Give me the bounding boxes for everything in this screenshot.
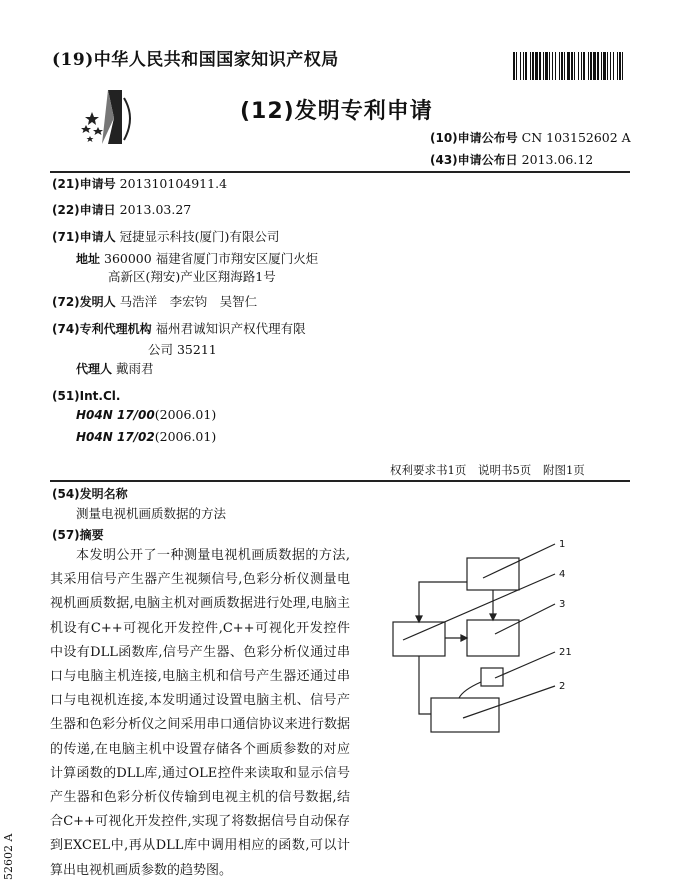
link-host-base: [419, 656, 431, 714]
barcode-bar: [597, 52, 599, 80]
barcode-bar: [593, 52, 596, 80]
section-divider: [50, 480, 630, 482]
barcode-bar: [539, 52, 541, 80]
barcode-bar: [543, 52, 544, 80]
ipc-class-2: [76, 426, 216, 448]
office-name: (19)中华人民共和国国家知识产权局: [52, 50, 339, 70]
barcode-bar: [523, 52, 524, 80]
address-label: 地址: [76, 252, 101, 266]
barcode-bar: [590, 52, 592, 80]
application-number: [52, 173, 227, 195]
barcode-bar: [607, 52, 608, 80]
page-counts: 权利要求书1页 说明书5页 附图1页: [390, 463, 585, 477]
barcode-bar: [571, 52, 573, 80]
barcode-bar: [564, 52, 565, 80]
figure-label: 2: [559, 681, 566, 692]
barcode-bar: [601, 52, 602, 80]
publication-date-value: 2013.06.12: [521, 152, 594, 167]
barcode-bar: [513, 52, 515, 80]
barcode-bar: [535, 52, 538, 80]
agency-line-2: 公司 35211: [148, 342, 217, 357]
barcode-icon: [513, 52, 625, 80]
application-date-value: 2013.03.27: [119, 202, 192, 217]
barcode-bar: [516, 52, 517, 80]
agency-line-1: 福州君诚知识产权代理有限: [155, 321, 306, 336]
barcode-bar: [603, 52, 606, 80]
inventors-label: (72)发明人: [52, 295, 116, 309]
agency: [52, 318, 306, 340]
address-line-2: 高新区(翔安)产业区翔海路1号: [108, 269, 276, 284]
ipc-class-1: [76, 404, 216, 426]
link-generator-host: [419, 582, 467, 620]
abstract-text: 本发明公开了一种测量电视机画质数据的方法,其采用信号产生器产生视频信号,色彩分析仪测量电视机画质数据,电脑主机对画质数据进行处理,电脑主机设有C++可视化开发控件,C++可视化开发控件中设有DLL函数库,信号产生器、色彩分析仪通过串口与电脑主机连接,电脑主机和信号产生器还通过串口与电视机连接,本发明通过设置电脑主机、信号产生器和色彩分析仪之间采用串口通信协议来进行数据的传递,在电脑主机中设置存储各个画质参数的对应计算函数的DLL库,通过OLE控件来读取和显示信号产生器和色彩分析仪传输到电视主机的信号数据,结合C++可视化开发控件,实现了将数据信号自动保存到EXCEL中,再从DLL库中调用相应的函数,可以计算出电视机画质参数的趋势图。: [50, 548, 350, 878]
signal-generator-box: [467, 558, 519, 590]
publication-number: [430, 129, 631, 146]
barcode-bar: [613, 52, 614, 80]
figure-label: 21: [559, 647, 572, 658]
agent-label: 代理人: [76, 362, 113, 376]
application-date: [52, 199, 191, 221]
applicant-value: 冠捷显示科技(厦门)有限公司: [119, 229, 280, 244]
application-date-label: (22)申请日: [52, 203, 116, 217]
publication-date: [430, 151, 593, 168]
barcode-bar: [552, 52, 553, 80]
barcode-bar: [622, 52, 623, 80]
system-diagram: [383, 530, 603, 770]
barcode-bar: [619, 52, 621, 80]
figure-label: 3: [559, 599, 566, 610]
barcode-bar: [520, 52, 521, 80]
inventors: [52, 291, 257, 313]
publication-date-label: (43)申请公布日: [430, 153, 518, 167]
figure-label: 1: [559, 539, 566, 550]
barcode-bar: [583, 52, 585, 80]
application-number-value: 201310104911.4: [119, 176, 228, 191]
abstract-label: (57)摘要: [52, 528, 104, 542]
color-analyzer-base-box: [431, 698, 499, 732]
barcode-bar: [617, 52, 618, 80]
agent-value: 戴雨君: [116, 361, 154, 376]
barcode-bar: [588, 52, 589, 80]
applicant-label: (71)申请人: [52, 230, 116, 244]
agency-label: (74)专利代理机构: [52, 322, 152, 336]
address-line-1: 360000 福建省厦门市翔安区厦门火炬: [104, 251, 319, 266]
barcode-bar: [532, 52, 534, 80]
document-type-title: (12)发明专利申请: [240, 99, 433, 124]
barcode-bar: [530, 52, 531, 80]
ipc-code: H04N 17/00: [76, 408, 155, 422]
barcode-bar: [578, 52, 579, 80]
barcode-bar: [525, 52, 527, 80]
cnipa-logo-icon: [78, 88, 140, 146]
applicant: [52, 226, 279, 248]
figure-label: 4: [559, 569, 566, 580]
agent: [76, 358, 154, 380]
title-label: (54)发明名称: [52, 487, 128, 501]
inventors-value: 马浩洋 李宏钧 吴智仁: [119, 294, 258, 309]
barcode-bar: [581, 52, 582, 80]
barcode-bar: [559, 52, 560, 80]
publication-number-label: (10)申请公布号: [430, 131, 518, 145]
computer-host-box: [393, 622, 445, 656]
barcode-bar: [610, 52, 611, 80]
ipc-version: (2006.01): [154, 407, 217, 422]
barcode-bar: [555, 52, 556, 80]
application-number-label: (21)申请号: [52, 177, 116, 191]
color-analyzer-box: [481, 668, 503, 686]
barcode-bar: [545, 52, 548, 80]
barcode-bar: [561, 52, 563, 80]
ipc-code: H04N 17/02: [76, 430, 155, 444]
side-publication-number: 52602 A: [2, 833, 15, 880]
barcode-bar: [567, 52, 570, 80]
barcode-bar: [549, 52, 550, 80]
ipc-version: (2006.01): [154, 429, 217, 444]
barcode-bar: [574, 52, 575, 80]
invention-title: 测量电视机画质数据的方法: [76, 506, 227, 521]
link-analyzer-base: [459, 682, 481, 698]
intcl-label: (51)Int.Cl.: [52, 389, 121, 403]
publication-number-value: CN 103152602 A: [521, 130, 631, 145]
